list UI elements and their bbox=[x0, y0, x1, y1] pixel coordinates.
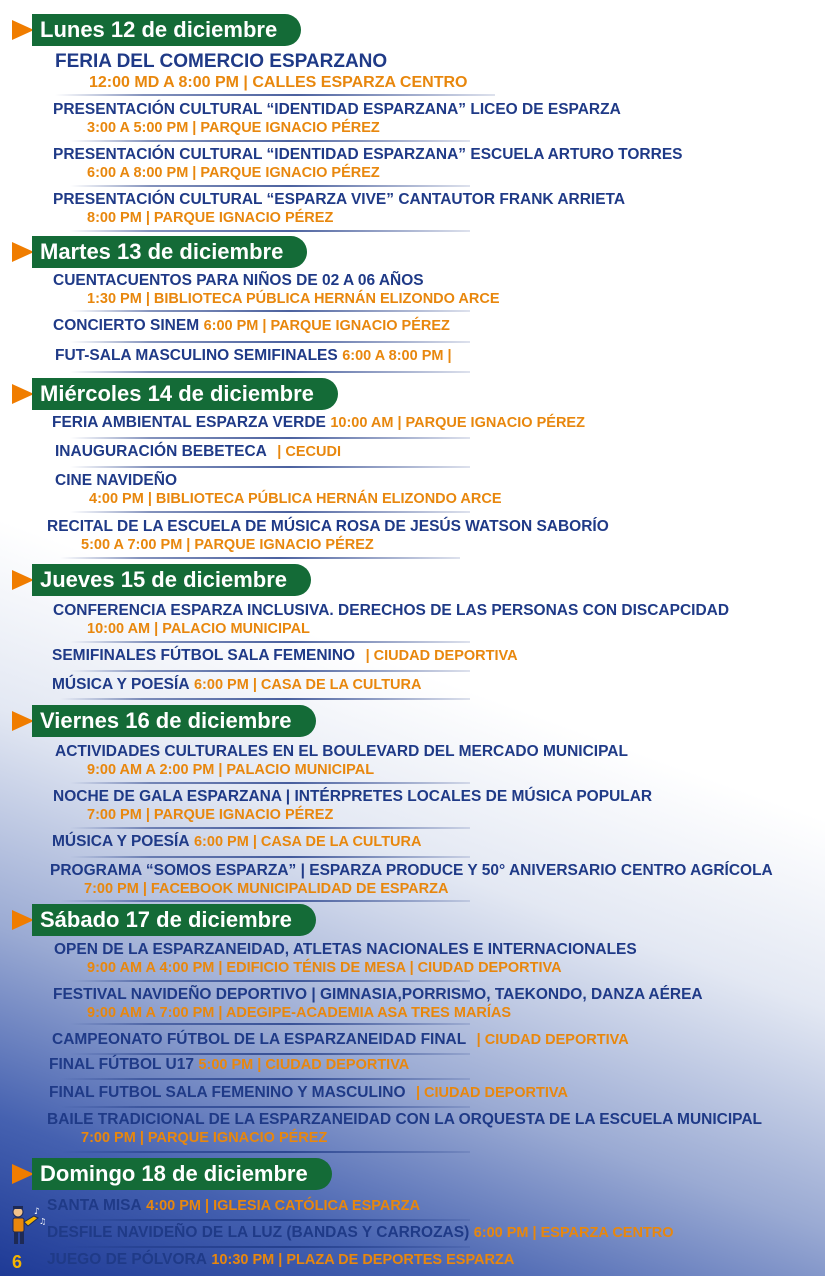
svg-text:♫: ♫ bbox=[39, 1217, 46, 1226]
divider bbox=[70, 1023, 470, 1025]
divider bbox=[70, 185, 470, 187]
event-detail: | CIUDAD DEPORTIVA bbox=[365, 648, 518, 664]
divider bbox=[60, 1219, 470, 1221]
event-detail: 10:00 AM | PARQUE IGNACIO PÉREZ bbox=[330, 415, 585, 431]
event-detail: 6:00 A 8:00 PM | PARQUE IGNACIO PÉREZ bbox=[87, 165, 380, 181]
event-name: FESTIVAL NAVIDEÑO DEPORTIVO | GIMNASIA,PORRISMO, TAEKONDO, DANZA AÉREA bbox=[53, 986, 703, 1003]
event-item bbox=[53, 191, 625, 226]
event-name: CAMPEONATO FÚTBOL DE LA ESPARZANEIDAD FINAL bbox=[52, 1031, 467, 1048]
svg-text:♪: ♪ bbox=[34, 1207, 40, 1217]
musician-mascot-icon bbox=[4, 1204, 46, 1250]
divider bbox=[70, 230, 470, 232]
event-detail: 6:00 A 8:00 PM | bbox=[342, 348, 452, 364]
day-title: Miércoles 14 de diciembre bbox=[32, 378, 338, 410]
event-detail: | CIUDAD DEPORTIVA bbox=[415, 1085, 568, 1101]
divider bbox=[70, 511, 470, 513]
event-detail: 8:00 PM | PARQUE IGNACIO PÉREZ bbox=[87, 210, 334, 226]
event-name: FUT-SALA MASCULINO SEMIFINALES bbox=[55, 347, 338, 364]
divider bbox=[70, 670, 470, 672]
event-detail: 9:00 AM A 7:00 PM | ADEGIPE-ACADEMIA ASA TRES MARÍAS bbox=[87, 1005, 512, 1021]
event-detail: 7:00 PM | PARQUE IGNACIO PÉREZ bbox=[81, 1130, 328, 1146]
event-name: CINE NAVIDEÑO bbox=[55, 472, 178, 489]
event-detail: 6:00 PM | PARQUE IGNACIO PÉREZ bbox=[203, 318, 450, 334]
event-item bbox=[55, 743, 628, 778]
event-name: CONCIERTO SINEM bbox=[53, 317, 200, 334]
event-detail: 5:00 A 7:00 PM | PARQUE IGNACIO PÉREZ bbox=[81, 537, 374, 553]
event-item bbox=[53, 788, 652, 823]
play-arrow-icon bbox=[12, 384, 34, 404]
day-title: Jueves 15 de diciembre bbox=[32, 564, 311, 596]
event-name: BAILE TRADICIONAL DE LA ESPARZANEIDAD CON LA ORQUESTA DE LA ESCUELA MUNICIPAL bbox=[47, 1111, 763, 1128]
event-name: FERIA AMBIENTAL ESPARZA VERDE bbox=[52, 414, 326, 431]
event-item bbox=[53, 272, 500, 307]
event-item bbox=[52, 833, 421, 851]
event-item bbox=[53, 146, 683, 181]
event-name: FINAL FÚTBOL U17 bbox=[49, 1056, 194, 1073]
event-detail: 1:30 PM | BIBLIOTECA PÚBLICA HERNÁN ELIZONDO ARCE bbox=[87, 291, 500, 307]
divider bbox=[55, 94, 495, 96]
event-name: DESFILE NAVIDEÑO DE LA LUZ (BANDAS Y CARROZAS) bbox=[47, 1224, 470, 1241]
event-item bbox=[53, 317, 450, 335]
day-title: Martes 13 de diciembre bbox=[32, 236, 307, 268]
event-name: CONFERENCIA ESPARZA INCLUSIVA. DERECHOS DE LAS PERSONAS CON DISCAPCIDAD bbox=[53, 602, 730, 619]
event-item bbox=[54, 941, 637, 976]
play-arrow-icon bbox=[12, 20, 34, 40]
event-item bbox=[47, 1251, 514, 1269]
play-arrow-icon bbox=[12, 1164, 34, 1184]
event-name: INAUGURACIÓN BEBETECA bbox=[55, 443, 267, 460]
event-name: MÚSICA Y POESÍA bbox=[52, 833, 190, 850]
divider bbox=[60, 1078, 470, 1080]
divider bbox=[70, 856, 470, 858]
event-name: NOCHE DE GALA ESPARZANA | INTÉRPRETES LOCALES DE MÚSICA POPULAR bbox=[53, 788, 653, 805]
divider bbox=[70, 140, 470, 142]
day-title: Domingo 18 de diciembre bbox=[32, 1158, 332, 1190]
event-item bbox=[47, 1197, 420, 1215]
event-detail: 10:00 AM | PALACIO MUNICIPAL bbox=[87, 621, 310, 637]
event-detail: 9:00 AM A 4:00 PM | EDIFICIO TÉNIS DE MESA | CIUDAD DEPORTIVA bbox=[87, 960, 562, 976]
event-item bbox=[47, 1111, 762, 1146]
divider bbox=[70, 980, 470, 982]
event-item bbox=[47, 518, 609, 553]
event-name: JUEGO DE PÓLVORA bbox=[47, 1251, 207, 1268]
event-item bbox=[47, 1224, 674, 1242]
event-detail: 3:00 A 5:00 PM | PARQUE IGNACIO PÉREZ bbox=[87, 120, 380, 136]
event-item bbox=[52, 647, 518, 665]
page-number: 6 bbox=[12, 1252, 23, 1272]
event-item bbox=[55, 51, 467, 92]
day-title: Sábado 17 de diciembre bbox=[32, 904, 316, 936]
divider bbox=[60, 1151, 470, 1153]
divider bbox=[70, 641, 470, 643]
event-detail: 4:00 PM | IGLESIA CATÓLICA ESPARZA bbox=[146, 1198, 421, 1214]
event-detail: | CIUDAD DEPORTIVA bbox=[476, 1032, 629, 1048]
event-name: FERIA DEL COMERCIO ESPARZANO bbox=[55, 51, 388, 72]
divider bbox=[70, 466, 470, 468]
event-item bbox=[50, 862, 773, 897]
event-item bbox=[52, 1031, 629, 1049]
event-name: SEMIFINALES FÚTBOL SALA FEMENINO bbox=[52, 647, 356, 664]
event-name: PRESENTACIÓN CULTURAL “IDENTIDAD ESPARZANA” LICEO DE ESPARZA bbox=[53, 101, 621, 118]
event-name: SANTA MISA bbox=[47, 1197, 142, 1214]
event-item bbox=[52, 676, 421, 694]
day-title: Viernes 16 de diciembre bbox=[32, 705, 316, 737]
divider bbox=[60, 557, 460, 559]
event-name: PROGRAMA “SOMOS ESPARZA” | ESPARZA PRODUCE Y 50° ANIVERSARIO CENTRO AGRÍCOLA bbox=[50, 862, 773, 879]
event-item bbox=[49, 1084, 568, 1102]
event-detail: 12:00 MD A 8:00 PM | CALLES ESPARZA CENTRO bbox=[89, 74, 468, 91]
event-detail: 6:00 PM | CASA DE LA CULTURA bbox=[193, 677, 422, 693]
event-item bbox=[52, 414, 585, 432]
play-arrow-icon bbox=[12, 242, 34, 262]
event-detail: 10:30 PM | PLAZA DE DEPORTES ESPARZA bbox=[211, 1252, 515, 1268]
event-detail: 9:00 AM A 2:00 PM | PALACIO MUNICIPAL bbox=[87, 762, 375, 778]
divider bbox=[70, 341, 470, 343]
event-item bbox=[53, 602, 729, 637]
event-name: FINAL FUTBOL SALA FEMENINO Y MASCULINO bbox=[49, 1084, 406, 1101]
play-arrow-icon bbox=[12, 910, 34, 930]
event-name: MÚSICA Y POESÍA bbox=[52, 676, 190, 693]
event-item bbox=[53, 101, 621, 136]
event-name: ACTIVIDADES CULTURALES EN EL BOULEVARD DEL MERCADO MUNICIPAL bbox=[55, 743, 628, 760]
event-detail: 6:00 PM | ESPARZA CENTRO bbox=[473, 1225, 674, 1241]
event-detail: | CECUDI bbox=[277, 444, 341, 460]
play-arrow-icon bbox=[12, 711, 34, 731]
event-name: RECITAL DE LA ESCUELA DE MÚSICA ROSA DE JESÚS WATSON SABORÍO bbox=[47, 518, 609, 535]
event-detail: 4:00 PM | BIBLIOTECA PÚBLICA HERNÁN ELIZONDO ARCE bbox=[89, 491, 502, 507]
divider bbox=[60, 900, 470, 902]
event-detail: 5:00 PM | CIUDAD DEPORTIVA bbox=[198, 1057, 410, 1073]
day-title: Lunes 12 de diciembre bbox=[32, 14, 301, 46]
event-item bbox=[49, 1056, 409, 1074]
event-item bbox=[55, 443, 341, 461]
event-item bbox=[53, 986, 703, 1021]
event-detail: 6:00 PM | CASA DE LA CULTURA bbox=[193, 834, 422, 850]
divider bbox=[70, 1053, 470, 1055]
divider bbox=[60, 698, 470, 700]
event-name: OPEN DE LA ESPARZANEIDAD, ATLETAS NACIONALES E INTERNACIONALES bbox=[54, 941, 637, 958]
divider bbox=[60, 1246, 470, 1248]
event-name: PRESENTACIÓN CULTURAL “ESPARZA VIVE” CANTAUTOR FRANK ARRIETA bbox=[53, 191, 626, 208]
event-name: CUENTACUENTOS PARA NIÑOS DE 02 A 06 AÑOS bbox=[53, 272, 424, 289]
divider bbox=[70, 371, 470, 373]
divider bbox=[70, 437, 470, 439]
divider bbox=[70, 827, 470, 829]
event-item bbox=[55, 472, 502, 507]
event-name: PRESENTACIÓN CULTURAL “IDENTIDAD ESPARZANA” ESCUELA ARTURO TORRES bbox=[53, 146, 683, 163]
event-detail: 7:00 PM | FACEBOOK MUNICIPALIDAD DE ESPARZA bbox=[84, 881, 449, 897]
divider bbox=[60, 1106, 470, 1108]
event-item bbox=[55, 347, 452, 365]
divider bbox=[70, 782, 470, 784]
play-arrow-icon bbox=[12, 570, 34, 590]
divider bbox=[70, 310, 470, 312]
event-detail: 7:00 PM | PARQUE IGNACIO PÉREZ bbox=[87, 807, 334, 823]
